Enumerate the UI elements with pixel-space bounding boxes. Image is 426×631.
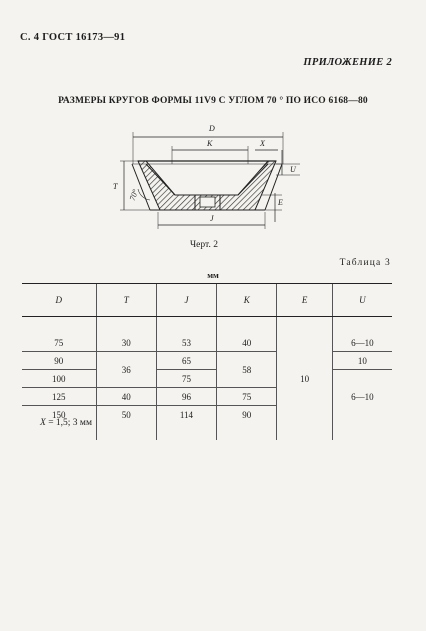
cell-K: 75: [217, 388, 277, 406]
cell-T: 30: [96, 334, 156, 352]
cell-D: 90: [22, 352, 96, 370]
cell-U: 6—10: [332, 334, 392, 352]
table-row: [22, 370, 392, 388]
col-header-K: K: [217, 284, 277, 317]
wheel-section: [132, 161, 282, 210]
table-row: [22, 352, 392, 370]
table-label: Таблица 3: [339, 258, 391, 268]
table-row: [22, 334, 392, 352]
col-header-E: E: [277, 284, 332, 317]
cell-D: 150: [52, 409, 66, 420]
label-D: D: [209, 124, 215, 133]
label-K: K: [207, 139, 213, 148]
cell-J: 96: [156, 388, 216, 406]
cell-T: 50: [96, 406, 156, 424]
cell-D: 100: [22, 370, 96, 388]
cell-J: 65: [156, 352, 216, 370]
cell-U-merged: 6—10: [332, 370, 392, 424]
col-header-U: U: [332, 284, 392, 317]
cell-J: 75: [156, 370, 216, 388]
units-label: мм: [207, 270, 219, 280]
col-header-J: J: [156, 284, 216, 317]
footnote-var: X: [40, 418, 46, 428]
footnote: [40, 418, 92, 428]
label-angle: 70°: [127, 188, 141, 202]
label-E: E: [278, 198, 283, 207]
cell-T: 40: [96, 388, 156, 406]
cell-J: 114: [156, 406, 216, 424]
cell-K: 90: [217, 406, 277, 424]
cell-K-merged: 58: [217, 352, 277, 388]
table-header-row: [22, 284, 392, 317]
cell-J: 53: [156, 334, 216, 352]
col-header-D: D: [22, 284, 96, 317]
cell-D: 125: [22, 388, 96, 406]
col-header-T: T: [96, 284, 156, 317]
cell-K: 40: [217, 334, 277, 352]
dimensions-table: [22, 283, 392, 440]
cell-D: 75: [22, 334, 96, 352]
label-U: U: [290, 165, 296, 174]
appendix-heading: ПРИЛОЖЕНИЕ 2: [303, 57, 392, 68]
cell-E-merged: 10: [277, 317, 332, 441]
label-X: X: [260, 139, 265, 148]
cell-U: 10: [332, 352, 392, 370]
cell-T-merged: 36: [96, 352, 156, 388]
label-T: T: [113, 182, 118, 191]
document-title: РАЗМЕРЫ КРУГОВ ФОРМЫ 11V9 С УГЛОМ 70 ° ПО ИСО 6168—80: [58, 96, 368, 106]
page-reference: С. 4 ГОСТ 16173—91: [20, 32, 126, 43]
figure-caption: Черт. 2: [190, 240, 218, 250]
footnote-text: = 1,5; 3 мм: [45, 418, 92, 428]
label-J: J: [210, 214, 214, 223]
